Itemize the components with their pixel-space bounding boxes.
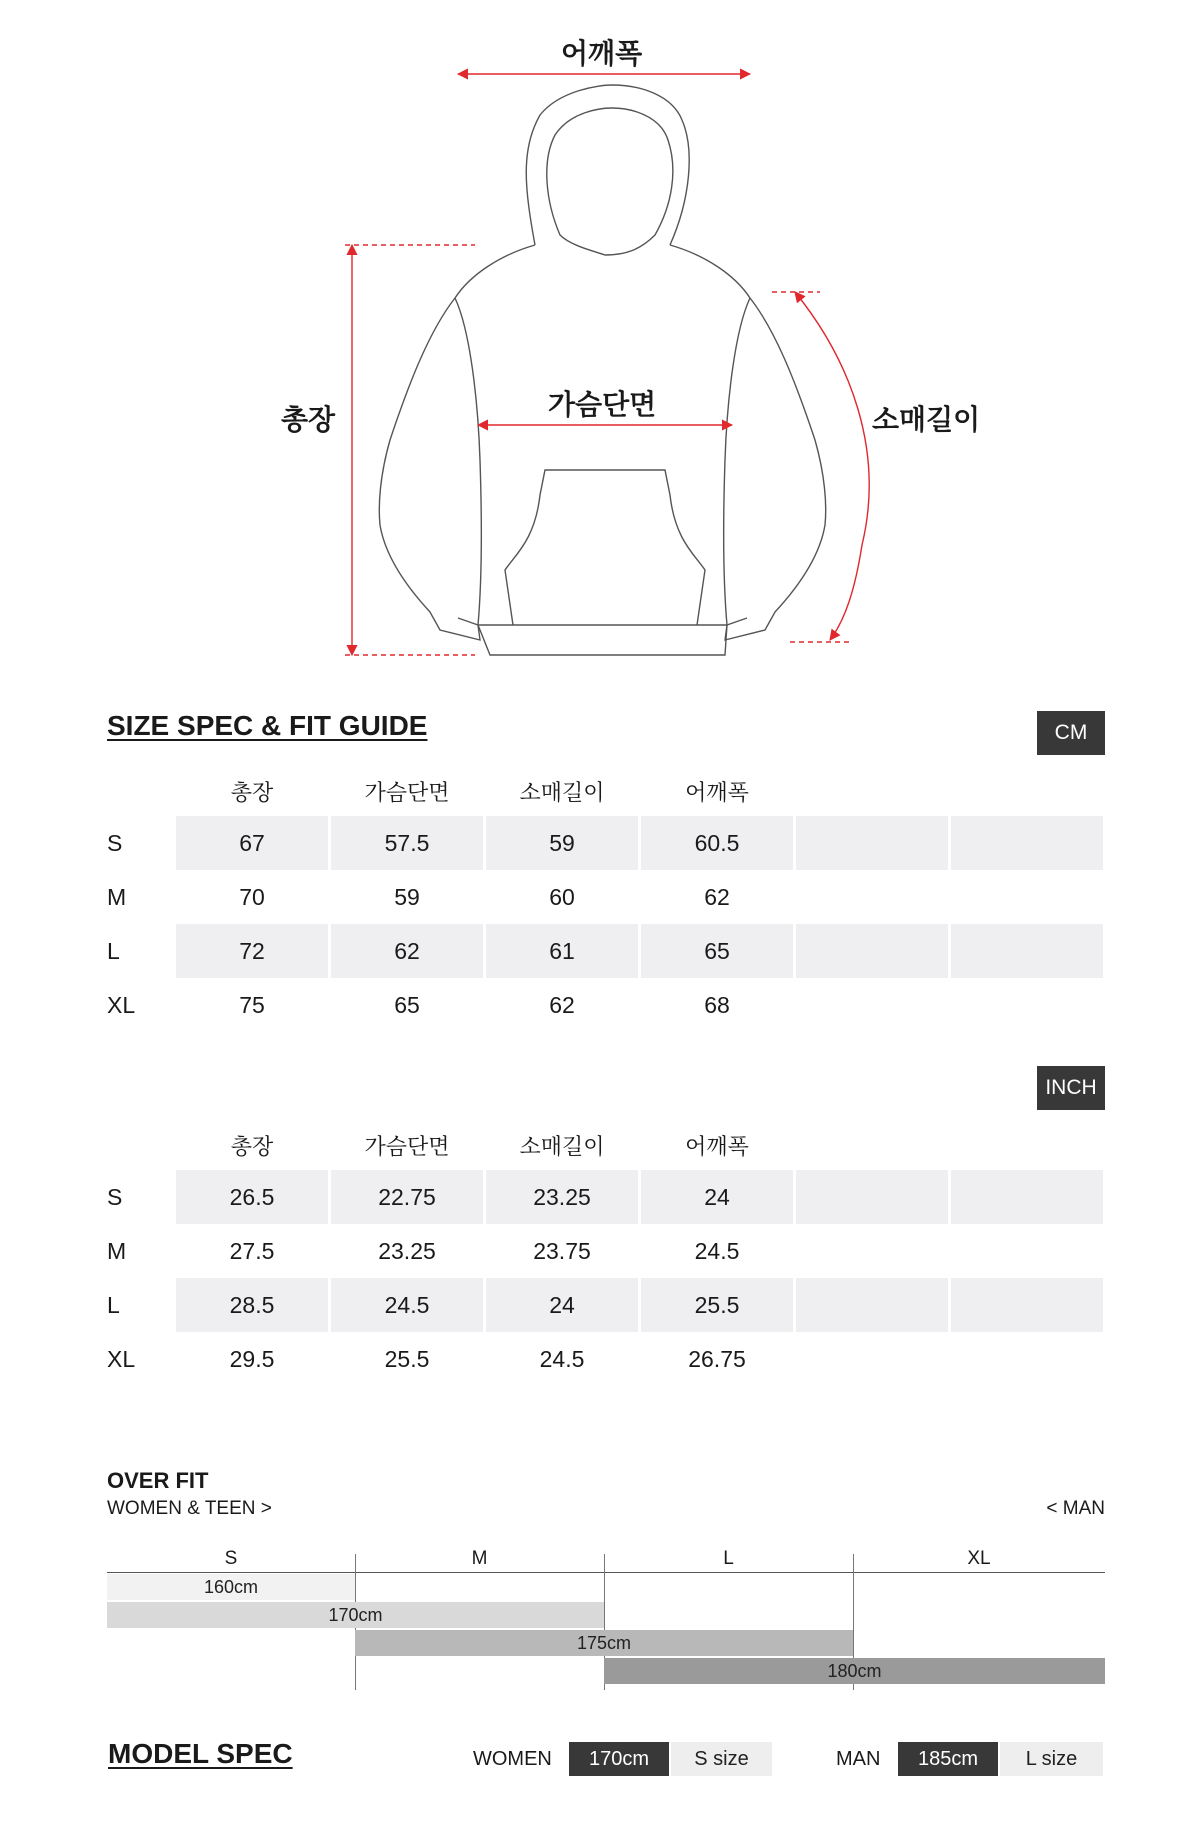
table-row — [107, 978, 1105, 1032]
header-sleeve-length: 소매길이 — [519, 780, 605, 806]
unit-badge-inch: INCH — [1037, 1066, 1105, 1110]
table-row — [107, 1224, 1105, 1278]
fit-size-s: S — [224, 1548, 238, 1569]
table-cell: 23.25 — [378, 1237, 436, 1264]
table-cell — [951, 1278, 1103, 1332]
table-cell — [796, 870, 948, 924]
model-women-label: WOMEN — [473, 1748, 552, 1770]
fit-bar-170: 170cm — [107, 1602, 604, 1628]
size-table-cm — [107, 766, 1105, 1032]
table-cell: 65 — [641, 924, 793, 978]
table-cell: 61 — [486, 924, 638, 978]
hoodie-outline-drawing — [0, 0, 1201, 680]
table-cell: 24 — [486, 1278, 638, 1332]
size-label: M — [107, 883, 127, 910]
header-sleeve-length: 소매길이 — [519, 1134, 605, 1160]
chest-width-label: 가슴단면 — [548, 388, 657, 421]
table-cell — [951, 816, 1103, 870]
sleeve-length-label: 소매길이 — [872, 403, 981, 436]
table-row — [107, 870, 1105, 924]
header-total-length: 총장 — [230, 1134, 274, 1160]
table-cell — [796, 816, 948, 870]
shoulder-width-label: 어깨폭 — [561, 37, 643, 70]
table-row — [107, 816, 1105, 870]
total-length-label: 총장 — [281, 403, 336, 436]
fit-size-xl: XL — [967, 1548, 991, 1569]
table-row — [107, 1170, 1105, 1224]
table-cell — [951, 1224, 1103, 1278]
model-spec-title: MODEL SPEC — [108, 1738, 293, 1769]
table-cell: 68 — [704, 991, 730, 1018]
model-man-height: 185cm — [898, 1742, 998, 1776]
model-women-height: 170cm — [569, 1742, 669, 1776]
model-women-size: S size — [671, 1742, 772, 1776]
header-chest-width: 가슴단면 — [364, 780, 450, 806]
table-cell — [951, 924, 1103, 978]
header-shoulder-width: 어깨폭 — [685, 780, 749, 806]
table-cell: 62 — [549, 991, 575, 1018]
table-cell — [951, 978, 1103, 1032]
table-cell: 23.75 — [533, 1237, 591, 1264]
sleeve-length-arrow — [795, 292, 869, 640]
table-cell: 25.5 — [641, 1278, 793, 1332]
fit-bar-160: 160cm — [107, 1574, 355, 1600]
table-cell: 28.5 — [176, 1278, 328, 1332]
table-cell — [796, 978, 948, 1032]
model-man-size: L size — [1000, 1742, 1103, 1776]
size-label: S — [107, 1183, 123, 1210]
fit-size-columns — [107, 1548, 1105, 1568]
fit-left-note: WOMEN & TEEN > — [107, 1498, 272, 1519]
unit-badge-cm: CM — [1037, 711, 1105, 755]
table-cell: 72 — [176, 924, 328, 978]
table-cell — [796, 1332, 948, 1386]
table-cell: 24.5 — [694, 1237, 740, 1264]
model-man-label: MAN — [836, 1748, 881, 1770]
table-header-row — [107, 1120, 1105, 1170]
table-cell: 59 — [394, 883, 420, 910]
table-cell: 75 — [239, 991, 265, 1018]
table-row — [107, 924, 1105, 978]
table-cell: 60.5 — [641, 816, 793, 870]
table-cell: 67 — [176, 816, 328, 870]
header-total-length: 총장 — [230, 780, 274, 806]
size-label: S — [107, 829, 123, 856]
table-cell: 62 — [704, 883, 730, 910]
table-cell — [796, 1170, 948, 1224]
table-cell: 22.75 — [331, 1170, 483, 1224]
fit-bar-175: 175cm — [355, 1630, 853, 1656]
table-cell — [951, 1170, 1103, 1224]
table-cell: 70 — [239, 883, 265, 910]
table-cell: 59 — [486, 816, 638, 870]
table-cell: 24.5 — [331, 1278, 483, 1332]
table-cell — [796, 924, 948, 978]
table-cell: 65 — [394, 991, 420, 1018]
fit-right-note: < MAN — [1046, 1498, 1105, 1519]
table-row — [107, 1278, 1105, 1332]
size-label: L — [107, 937, 120, 964]
fit-bar-180: 180cm — [604, 1658, 1105, 1684]
table-header-row — [107, 766, 1105, 816]
hoodie-measurement-diagram — [0, 0, 1201, 680]
table-cell: 26.75 — [688, 1345, 746, 1372]
table-cell: 62 — [331, 924, 483, 978]
model-spec — [0, 1738, 1201, 1778]
fit-size-l: L — [723, 1548, 734, 1569]
table-cell: 60 — [549, 883, 575, 910]
measurement-lines — [345, 74, 869, 655]
table-cell: 23.25 — [486, 1170, 638, 1224]
fit-title: OVER FIT — [107, 1468, 209, 1493]
table-cell — [796, 1224, 948, 1278]
hoodie-icon — [379, 85, 825, 655]
table-cell: 57.5 — [331, 816, 483, 870]
fit-axis-line — [107, 1572, 1105, 1573]
table-cell: 24 — [641, 1170, 793, 1224]
table-cell: 29.5 — [229, 1345, 275, 1372]
size-label: XL — [107, 991, 136, 1018]
header-chest-width: 가슴단면 — [364, 1134, 450, 1160]
table-cell: 27.5 — [229, 1237, 275, 1264]
table-row — [107, 1332, 1105, 1386]
table-cell: 24.5 — [539, 1345, 585, 1372]
size-table-inch — [107, 1120, 1105, 1386]
table-cell: 26.5 — [176, 1170, 328, 1224]
size-label: L — [107, 1291, 120, 1318]
size-spec-title: SIZE SPEC & FIT GUIDE — [107, 710, 428, 741]
header-shoulder-width: 어깨폭 — [685, 1134, 749, 1160]
size-label: XL — [107, 1345, 136, 1372]
size-label: M — [107, 1237, 127, 1264]
table-cell: 25.5 — [384, 1345, 430, 1372]
table-cell — [796, 1278, 948, 1332]
fit-size-m: M — [471, 1548, 488, 1569]
table-cell — [951, 1332, 1103, 1386]
table-cell — [951, 870, 1103, 924]
